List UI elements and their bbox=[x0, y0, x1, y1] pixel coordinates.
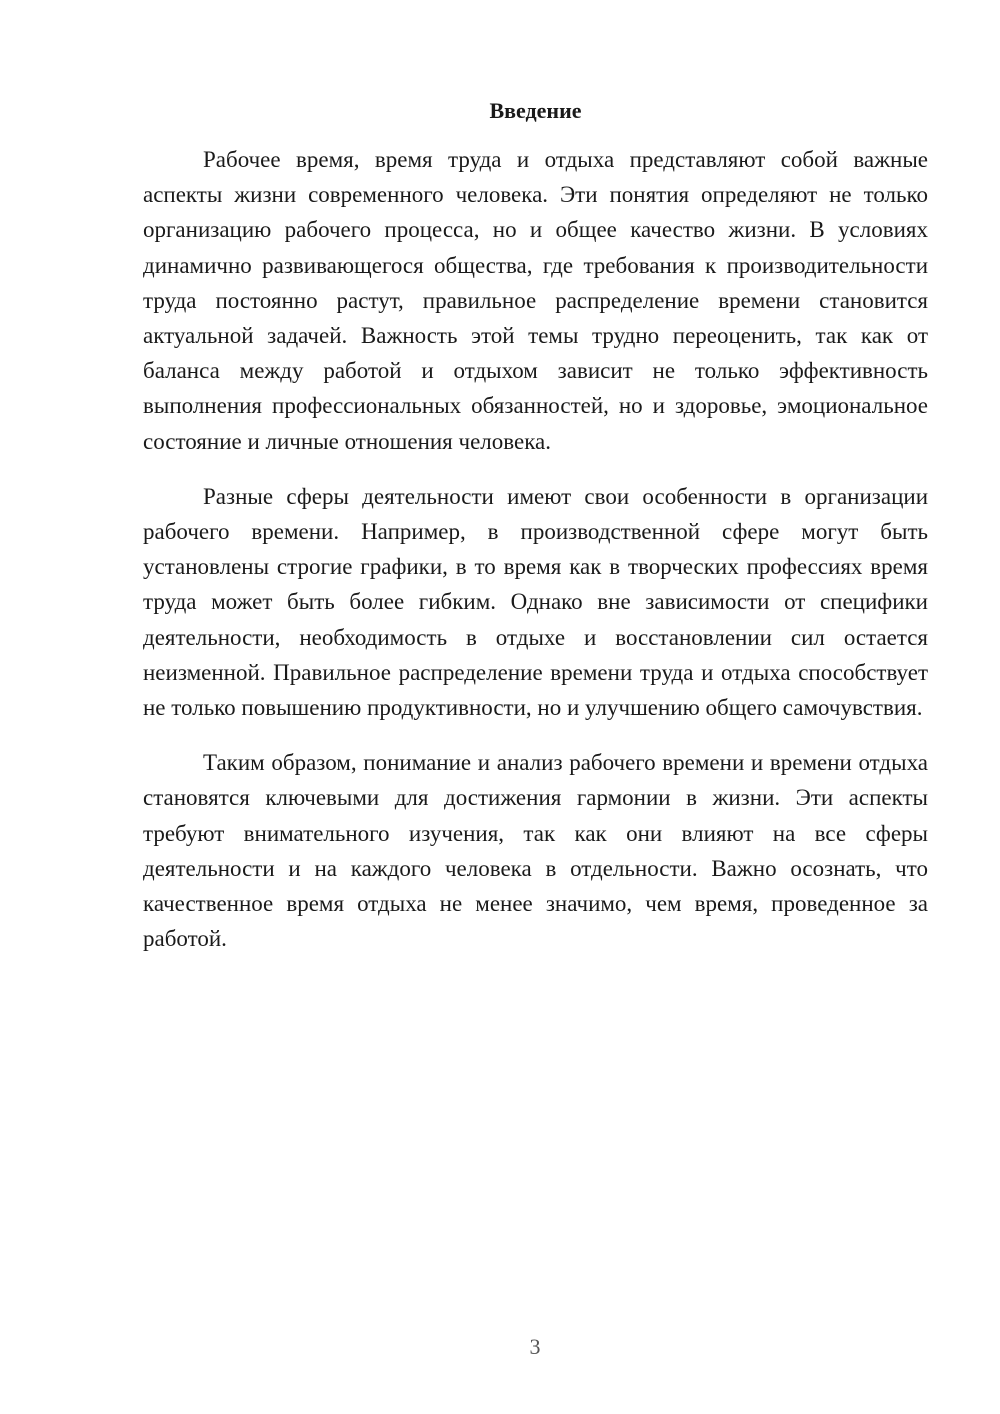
section-heading: Введение bbox=[489, 98, 582, 123]
paragraph-2: Разные сферы деятельности имеют свои особенности в организации рабочего времени. Например, в производственной сфере могут быть установлены строгие графики, в то время как в творческих профессиях время труда может быть более гибким. Однако вне зависимости от специфики деятельности, необходимость в отдыхе и восстановлении сил остается неизменной. Правильное распределение времени труда и отдыха способствует не только повышению продуктивности, но и улучшению общего самочувствия. bbox=[143, 483, 928, 721]
page-number: 3 bbox=[529, 1334, 541, 1359]
paragraph-1: Рабочее время, время труда и отдыха представляют собой важные аспекты жизни современного человека. Эти понятия определяют не только организацию рабочего процесса, но и общее качество жизни. В условиях динамично развивающегося общества, где требования к производительности труда постоянно растут, правильное распределение времени становится актуальной задачей. Важность этой темы трудно переоценить, так как от баланса между работой и отдыхом зависит не только эффективность выполнения профессиональных обязанностей, но и здоровье, эмоциональное состояние и личные отношения человека. bbox=[143, 147, 928, 454]
paragraph-3: Таким образом, понимание и анализ рабочего времени и времени отдыха становятся ключевыми для достижения гармонии в жизни. Эти аспекты требуют внимательного изучения, так как они влияют на все сферы деятельности и на каждого человека в отдельности. Важно осознать, что качественное время отдыха не менее значимо, чем время, проведенное за работой. bbox=[143, 750, 928, 952]
body-text bbox=[143, 142, 928, 976]
